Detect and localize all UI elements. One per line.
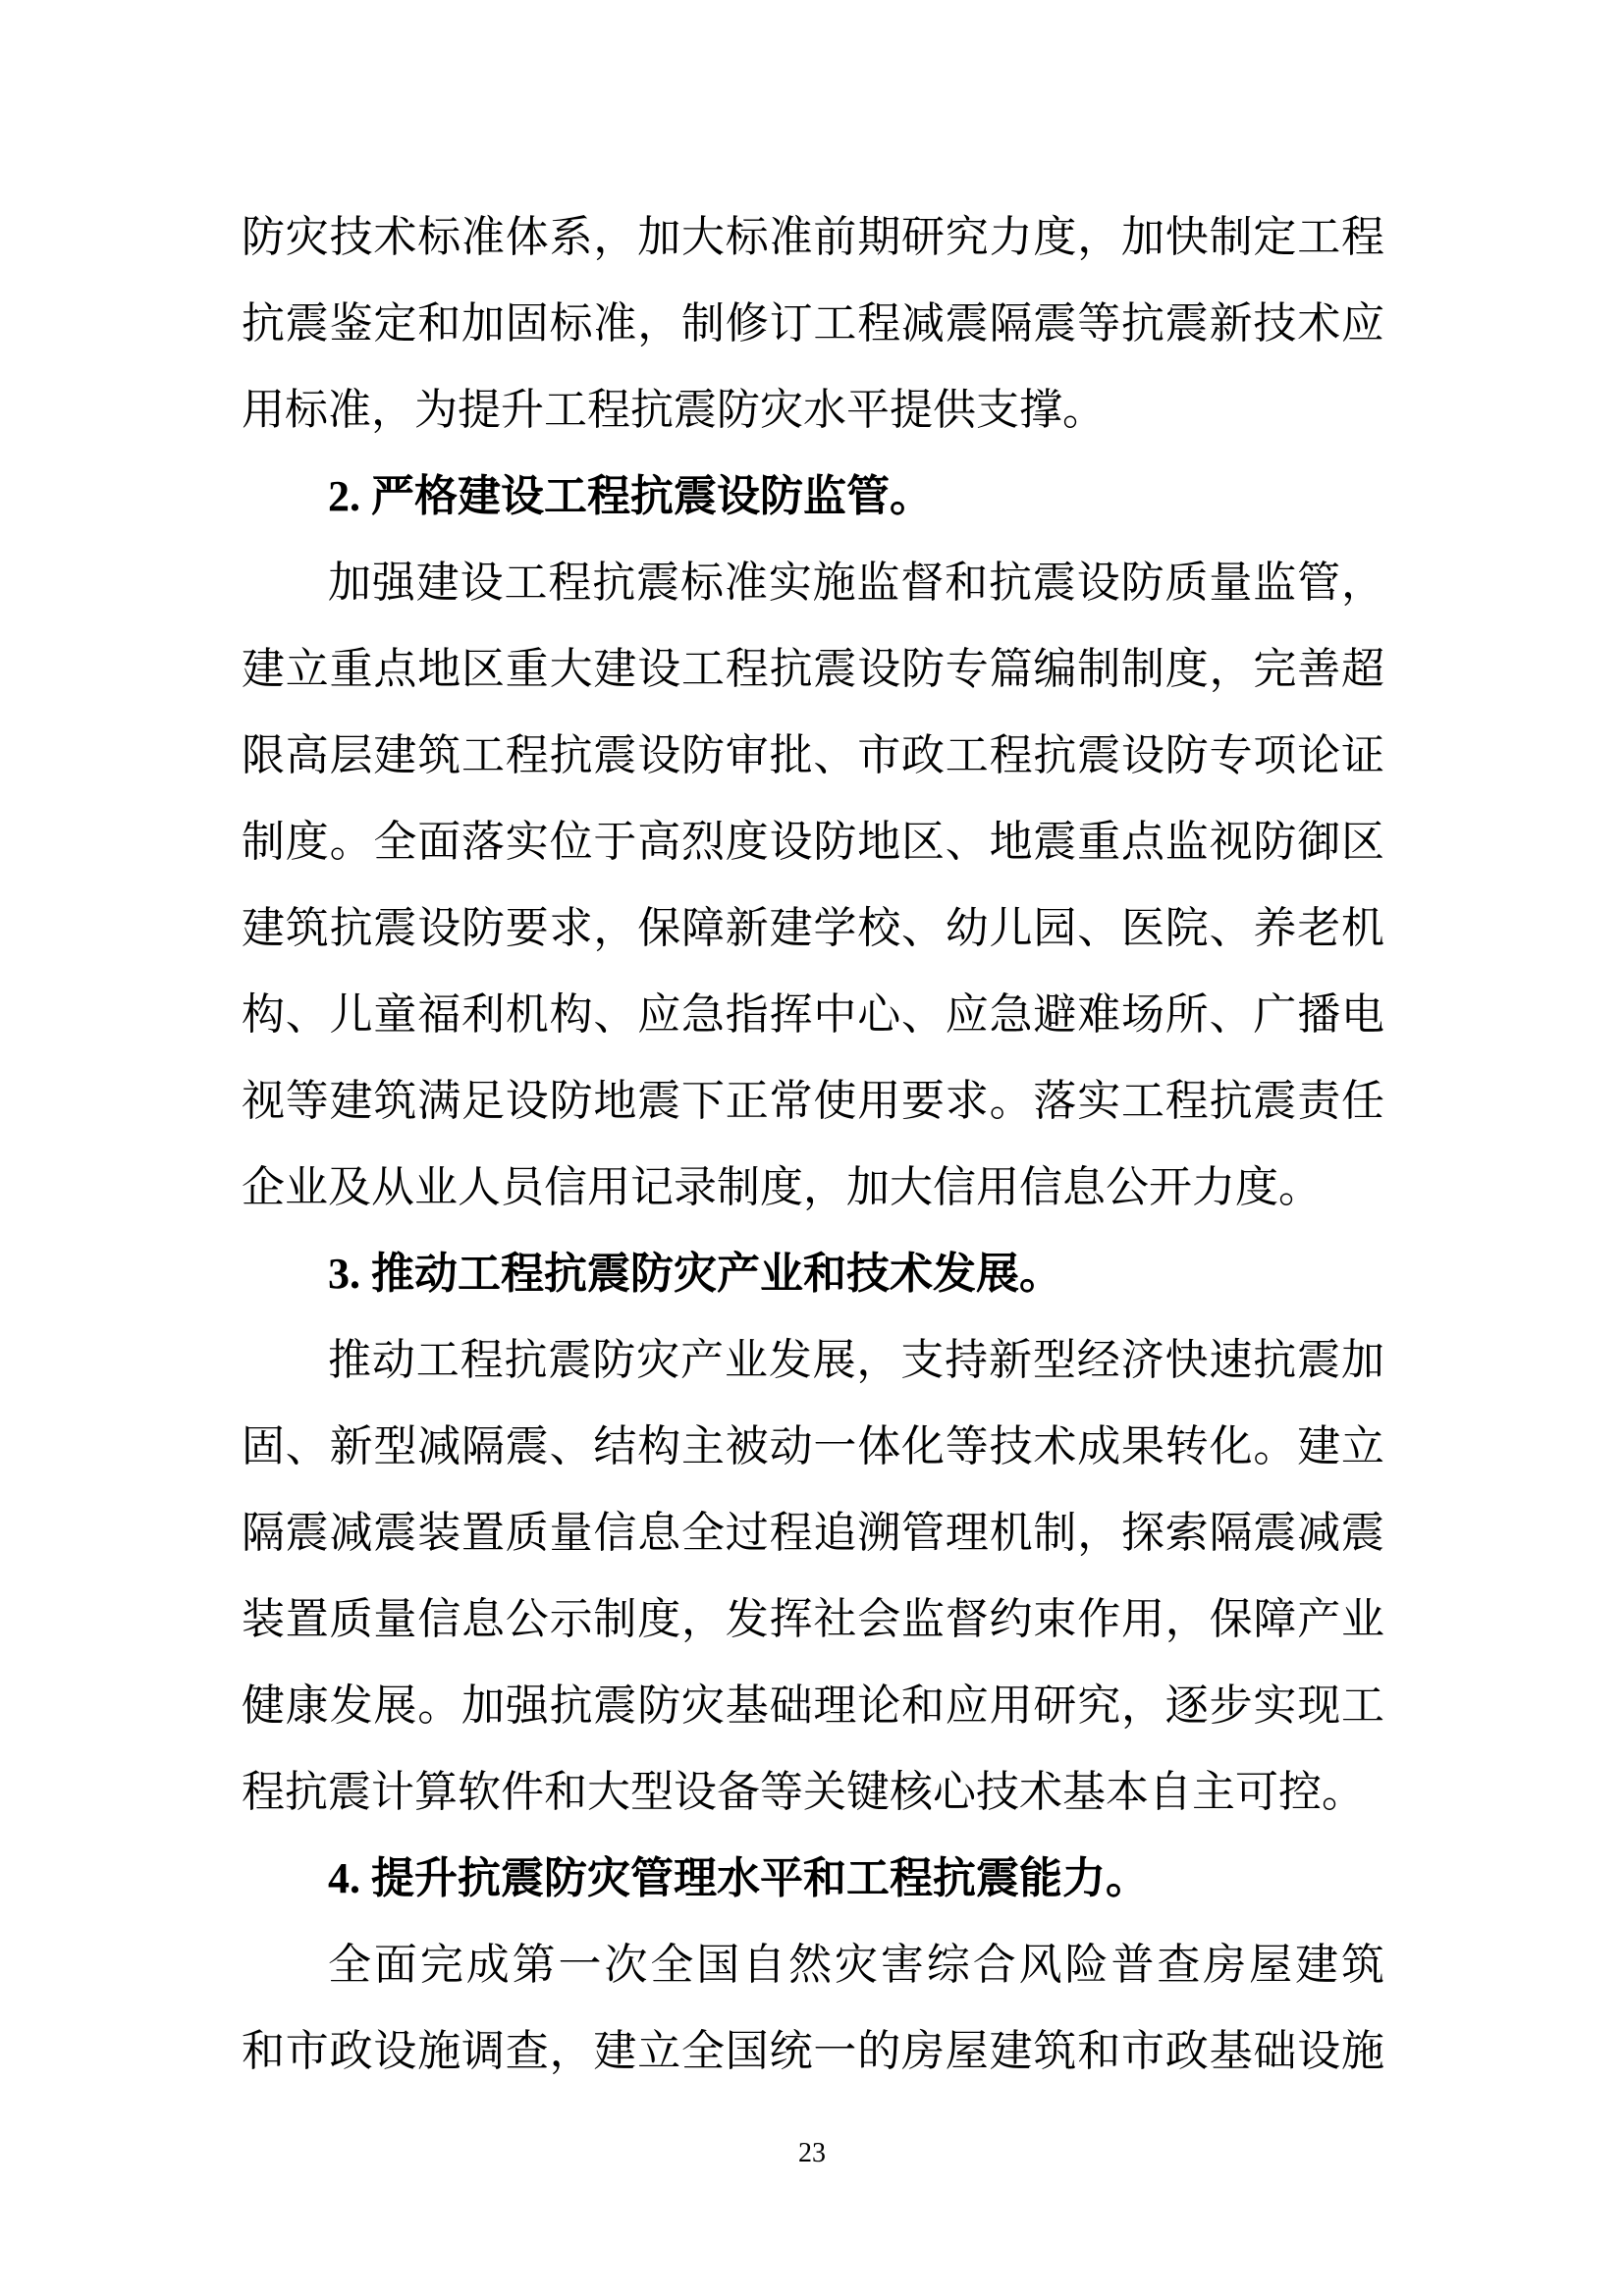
body-text-line: 程抗震计算软件和大型设备等关键核心技术基本自主可控。 [242, 1768, 1365, 1816]
heading-line: 3. 推动工程抗震防灾产业和技术发展。 [328, 1250, 1062, 1298]
body-text-line: 装置质量信息公示制度，发挥社会监督约束作用，保障产业 [242, 1595, 1384, 1643]
body-text-line: 制度。全面落实位于高烈度设防地区、地震重点监视防御区 [242, 818, 1384, 866]
page-number: 23 [798, 2138, 826, 2168]
heading-line: 4. 提升抗震防灾管理水平和工程抗震能力。 [328, 1854, 1149, 1902]
body-text-line: 限高层建筑工程抗震设防审批、市政工程抗震设防专项论证 [242, 731, 1384, 779]
body-text-line: 和市政设施调查，建立全国统一的房屋建筑和市政基础设施 [242, 2027, 1384, 2075]
document-body [242, 194, 1384, 2095]
body-text-line: 推动工程抗震防灾产业发展，支持新型经济快速抗震加 [328, 1336, 1384, 1384]
body-text-line: 抗震鉴定和加固标准，制修订工程减震隔震等抗震新技术应 [242, 299, 1384, 347]
heading-line: 2. 严格建设工程抗震设防监管。 [328, 472, 933, 520]
body-text-line: 建筑抗震设防要求，保障新建学校、幼儿园、医院、养老机 [242, 904, 1384, 952]
body-text-line: 企业及从业人员信用记录制度，加大信用信息公开力度。 [242, 1163, 1322, 1211]
body-text-line: 隔震减震装置质量信息全过程追溯管理机制，探索隔震减震 [242, 1509, 1384, 1557]
body-text-line: 构、儿童福利机构、应急指挥中心、应急避难场所、广播电 [242, 990, 1384, 1039]
body-text-line: 健康发展。加强抗震防灾基础理论和应用研究，逐步实现工 [242, 1682, 1384, 1730]
body-text-line: 加强建设工程抗震标准实施监督和抗震设防质量监管， [328, 559, 1384, 607]
body-text-line: 用标准，为提升工程抗震防灾水平提供支撑。 [242, 386, 1106, 434]
body-text-line: 视等建筑满足设防地震下正常使用要求。落实工程抗震责任 [242, 1077, 1384, 1125]
body-text-line: 全面完成第一次全国自然灾害综合风险普查房屋建筑 [328, 1941, 1384, 1989]
body-text-line: 固、新型减隔震、结构主被动一体化等技术成果转化。建立 [242, 1422, 1384, 1470]
body-text-line: 建立重点地区重大建设工程抗震设防专篇编制制度，完善超 [242, 645, 1384, 693]
body-text-line: 防灾技术标准体系，加大标准前期研究力度，加快制定工程 [242, 213, 1384, 261]
